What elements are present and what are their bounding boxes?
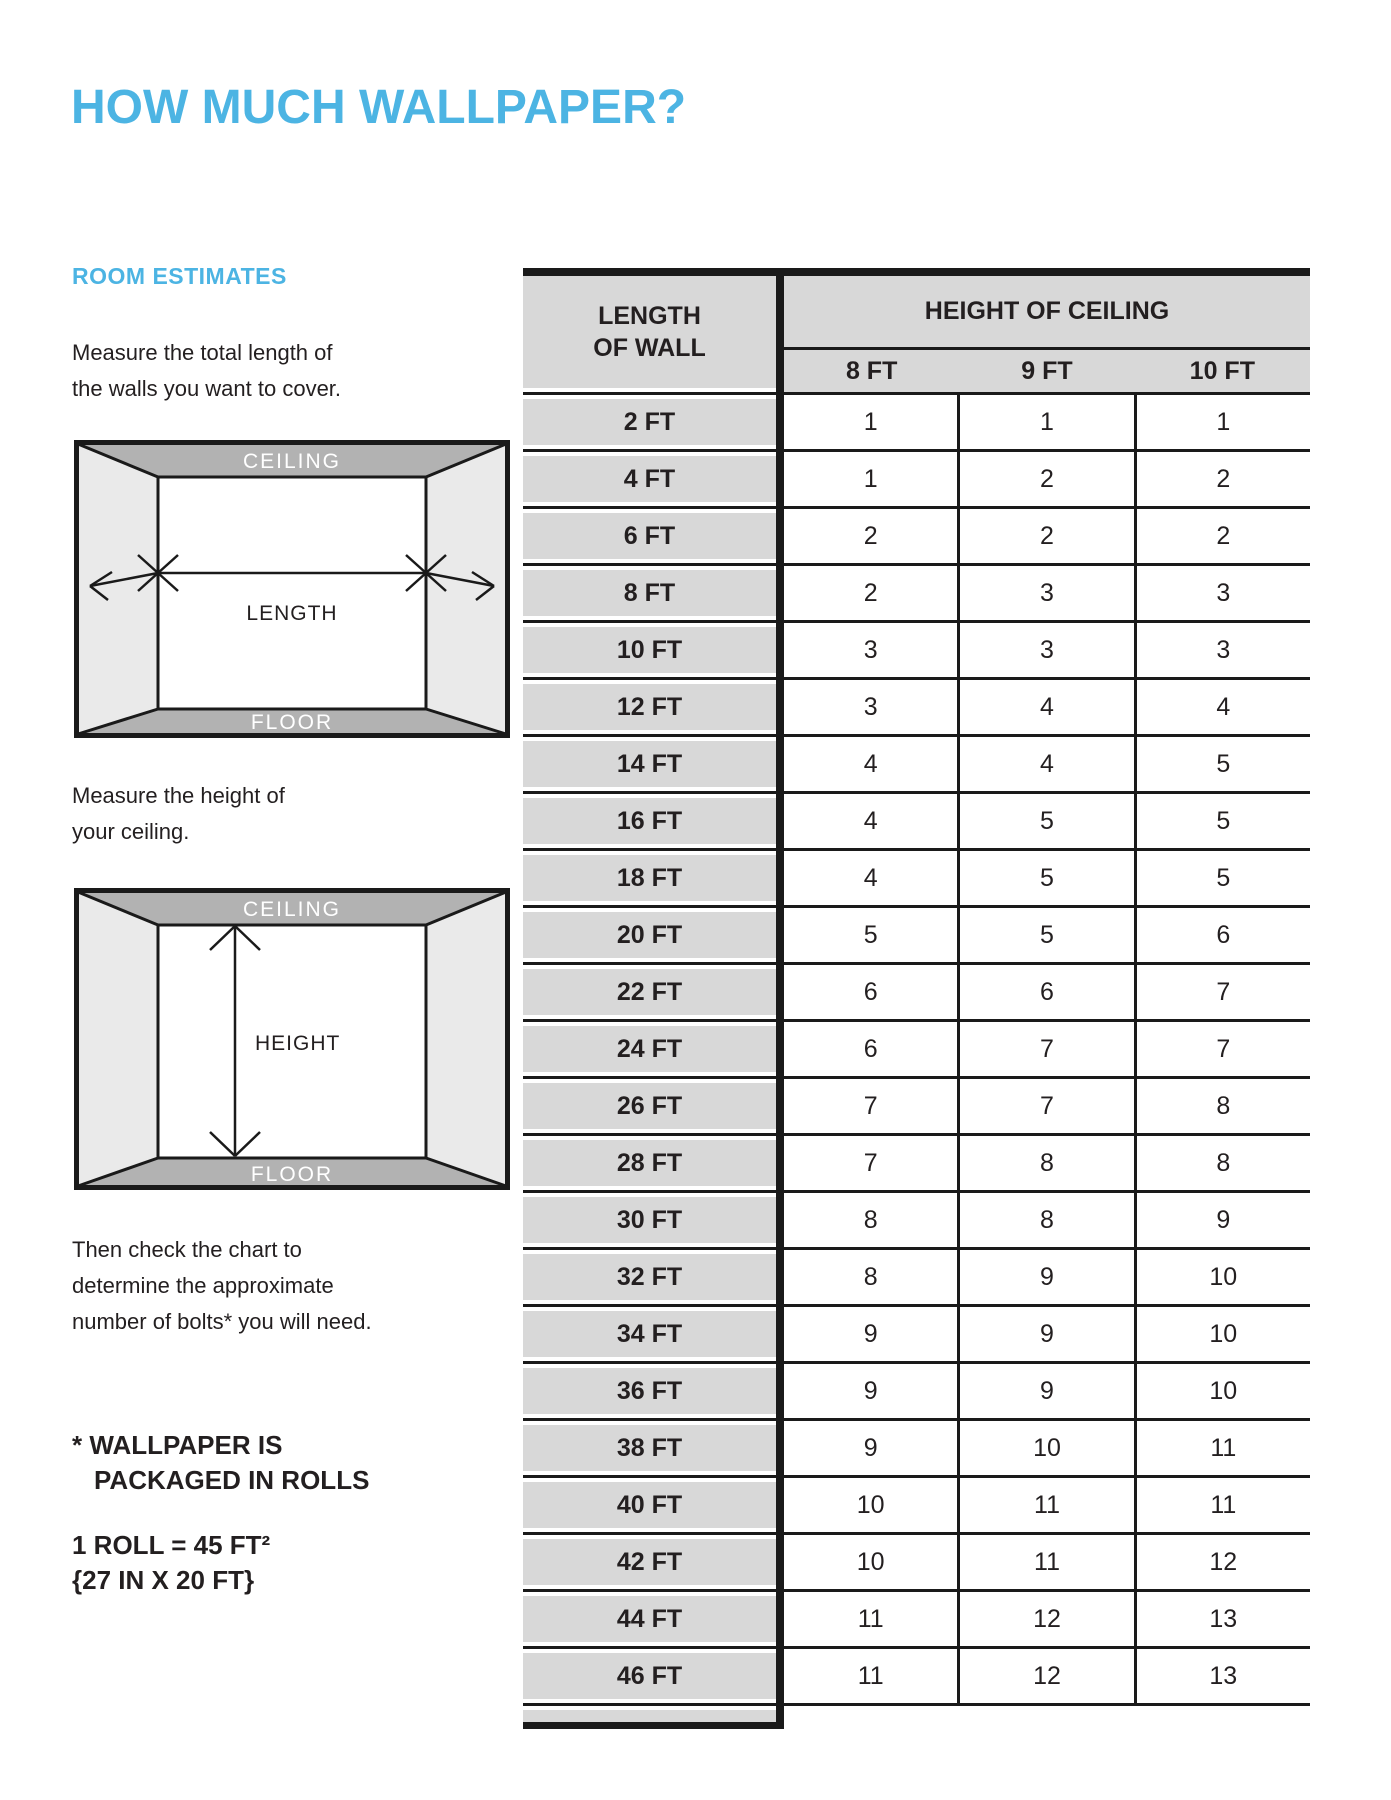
roll-count-cell: 10 [1134,1250,1310,1304]
height-of-ceiling-header: HEIGHT OF CEILING [784,276,1310,350]
floor-label: FLOOR [250,711,334,734]
table-row [523,1649,1310,1706]
roll-count-cell: 4 [863,749,878,778]
table-divider [776,1364,784,1418]
roll-count-cell: 5 [1134,851,1310,905]
roll-count-cell: 10 [856,1547,885,1576]
wall-length-cell: 32 FT [523,1250,776,1304]
room-length-diagram [74,440,510,738]
roll-count-cell: 11 [957,1535,1133,1589]
table-top-border [523,268,1310,276]
roll-size-line: 1 ROLL = 45 FT² [72,1530,271,1560]
col-header-10ft: 10 FT [1189,356,1255,385]
wall-length-cell: 26 FT [523,1079,776,1133]
table-row [523,794,1310,851]
wall-length-cell: 28 FT [523,1136,776,1190]
roll-count-cell: 11 [857,1661,884,1690]
length-of-wall-header [523,276,776,392]
wall-length-cell: 16 FT [523,794,776,848]
stub-gray-cell [523,1706,776,1722]
roll-count-cell: 11 [1134,1478,1310,1532]
roll-count-cell: 8 [957,1136,1133,1190]
table-bottom-border [523,1722,784,1729]
right-wall-panel [426,892,506,1186]
height-label: HEIGHT [255,1032,341,1055]
wall-length-cell: 40 FT [523,1478,776,1532]
table-divider [776,1022,784,1076]
roll-count-cell: 1 [957,395,1133,449]
table-divider [776,452,784,506]
table-divider [776,623,784,677]
table-row [523,1250,1310,1307]
table-row [523,1364,1310,1421]
paragraph-line: Measure the height of [72,783,285,808]
roll-count-cell: 7 [1134,1022,1310,1076]
table-divider [776,737,784,791]
col-header-9ft: 9 FT [1021,356,1073,385]
col-header-8ft: 8 FT [845,356,898,385]
table-row [523,851,1310,908]
roll-count-cell: 3 [863,692,878,721]
paragraph-line: Then check the chart to [72,1237,302,1262]
roll-count-cell: 11 [1134,1421,1310,1475]
roll-count-cell: 8 [1134,1136,1310,1190]
roll-count-cell: 4 [863,863,878,892]
wall-length-cell: 22 FT [523,965,776,1019]
table-row [523,1307,1310,1364]
wall-length-cell: 14 FT [523,737,776,791]
table-row [523,452,1310,509]
roll-count-cell: 5 [1134,794,1310,848]
paragraph-line: your ceiling. [72,819,190,844]
roll-count-cell: 13 [1134,1592,1310,1646]
roll-size-note [72,1528,270,1598]
wall-length-cell: 36 FT [523,1364,776,1418]
wall-length-cell: 24 FT [523,1022,776,1076]
rolls-footnote [72,1428,369,1498]
wall-length-cell: 10 FT [523,623,776,677]
table-row [523,737,1310,794]
room-estimates-heading: ROOM ESTIMATES [72,263,287,289]
roll-count-cell: 13 [1134,1649,1310,1703]
length-label: LENGTH [246,602,338,625]
rolls-table [523,268,1310,1729]
wall-length-cell: 44 FT [523,1592,776,1646]
wall-length-cell: 38 FT [523,1421,776,1475]
paragraph-line: Measure the total length of [72,340,333,365]
table-divider [776,851,784,905]
roll-count-cell: 10 [957,1421,1133,1475]
roll-count-cell: 5 [863,920,878,949]
table-row [523,1079,1310,1136]
roll-count-cell: 4 [957,737,1133,791]
floor-label: FLOOR [250,1163,334,1186]
roll-count-cell: 6 [863,977,878,1006]
wall-length-cell: 4 FT [523,452,776,506]
roll-count-cell: 2 [863,521,878,550]
wall-length-cell: 30 FT [523,1193,776,1247]
table-divider [776,1193,784,1247]
ceiling-label: CEILING [242,898,342,921]
roll-count-cell: 2 [863,578,878,607]
footnote-line: * WALLPAPER IS [72,1430,283,1460]
table-body [523,395,1310,1706]
roll-count-cell: 12 [957,1649,1133,1703]
table-row [523,566,1310,623]
table-row [523,680,1310,737]
roll-count-cell: 12 [1134,1535,1310,1589]
roll-count-cell: 9 [1134,1193,1310,1247]
roll-count-cell: 1 [1134,395,1310,449]
roll-count-cell: 10 [856,1490,885,1519]
table-header [523,276,1310,395]
roll-count-cell: 7 [1134,965,1310,1019]
roll-count-cell: 7 [863,1148,878,1177]
table-row [523,1193,1310,1250]
table-divider [776,794,784,848]
roll-count-cell: 1 [863,464,878,493]
roll-count-cell: 6 [957,965,1133,1019]
table-divider [776,1079,784,1133]
table-row [523,395,1310,452]
table-divider [776,395,784,449]
roll-count-cell: 1 [863,407,878,436]
roll-count-cell: 9 [957,1250,1133,1304]
roll-count-cell: 3 [1134,566,1310,620]
roll-count-cell: 11 [957,1478,1133,1532]
ceiling-header-group [784,276,1310,392]
roll-count-cell: 2 [1134,509,1310,563]
wall-length-cell: 2 FT [523,395,776,449]
roll-count-cell: 10 [1134,1364,1310,1418]
roll-count-cell: 5 [957,794,1133,848]
roll-size-line: {27 IN X 20 FT} [72,1565,255,1595]
wall-length-cell: 18 FT [523,851,776,905]
header-line: OF WALL [593,334,706,362]
table-row [523,1592,1310,1649]
paragraph-line: the walls you want to cover. [72,376,342,401]
roll-count-cell: 8 [863,1205,878,1234]
roll-count-cell: 8 [1134,1079,1310,1133]
wall-length-cell: 20 FT [523,908,776,962]
paragraph-line: determine the approximate [72,1273,334,1298]
table-divider [776,680,784,734]
roll-count-cell: 4 [863,806,878,835]
roll-count-cell: 3 [957,566,1133,620]
table-divider [776,908,784,962]
roll-count-cell: 3 [863,635,878,664]
roll-count-cell: 4 [1134,680,1310,734]
roll-count-cell: 7 [957,1079,1133,1133]
table-divider [776,509,784,563]
roll-count-cell: 9 [863,1433,878,1462]
table-row [523,908,1310,965]
table-row [523,1535,1310,1592]
table-divider [776,1250,784,1304]
measure-height-paragraph [72,778,285,850]
right-wall-panel [426,444,506,734]
roll-count-cell: 6 [1134,908,1310,962]
roll-count-cell: 5 [957,908,1133,962]
roll-count-cell: 2 [957,509,1133,563]
roll-count-cell: 3 [1134,623,1310,677]
roll-count-cell: 9 [957,1364,1133,1418]
roll-count-cell: 4 [957,680,1133,734]
table-divider [776,965,784,1019]
ceiling-label: CEILING [242,450,342,473]
table-row [523,965,1310,1022]
roll-count-cell: 8 [957,1193,1133,1247]
paragraph-line: number of bolts* you will need. [72,1309,372,1334]
table-divider [776,1478,784,1532]
roll-count-cell: 9 [957,1307,1133,1361]
measure-length-paragraph [72,335,341,407]
roll-count-cell: 2 [1134,452,1310,506]
ceiling-height-columns [784,350,1310,392]
roll-count-cell: 12 [957,1592,1133,1646]
table-row [523,1022,1310,1079]
roll-count-cell: 9 [863,1376,878,1405]
left-wall-panel [78,892,158,1186]
wall-length-cell: 12 FT [523,680,776,734]
table-row [523,1421,1310,1478]
table-row [523,509,1310,566]
wall-length-cell: 8 FT [523,566,776,620]
table-row [523,1136,1310,1193]
roll-count-cell: 10 [1134,1307,1310,1361]
table-divider [776,1307,784,1361]
wall-length-cell: 46 FT [523,1649,776,1703]
table-divider [776,1535,784,1589]
table-row [523,623,1310,680]
table-divider [776,1649,784,1703]
roll-count-cell: 3 [957,623,1133,677]
table-divider [776,1592,784,1646]
table-divider [776,1136,784,1190]
header-line: LENGTH [598,302,701,330]
table-bottom-stub [523,1706,1310,1722]
roll-count-cell: 7 [957,1022,1133,1076]
room-height-diagram [74,888,510,1190]
roll-count-cell: 9 [863,1319,878,1348]
roll-count-cell: 8 [863,1262,878,1291]
table-divider [776,1706,784,1722]
roll-count-cell: 5 [957,851,1133,905]
wall-length-cell: 6 FT [523,509,776,563]
page-title: HOW MUCH WALLPAPER? [71,81,687,134]
roll-count-cell: 7 [863,1091,878,1120]
roll-count-cell: 2 [957,452,1133,506]
table-divider [776,1421,784,1475]
table-divider [776,276,784,392]
wall-length-cell: 42 FT [523,1535,776,1589]
table-divider [776,566,784,620]
back-wall-panel [158,477,426,709]
left-wall-panel [78,444,158,734]
roll-count-cell: 11 [857,1604,884,1633]
footnote-line: PACKAGED IN ROLLS [94,1465,370,1495]
wall-length-cell: 34 FT [523,1307,776,1361]
table-row [523,1478,1310,1535]
roll-count-cell: 6 [863,1034,878,1063]
check-chart-paragraph [72,1232,372,1340]
roll-count-cell: 5 [1134,737,1310,791]
